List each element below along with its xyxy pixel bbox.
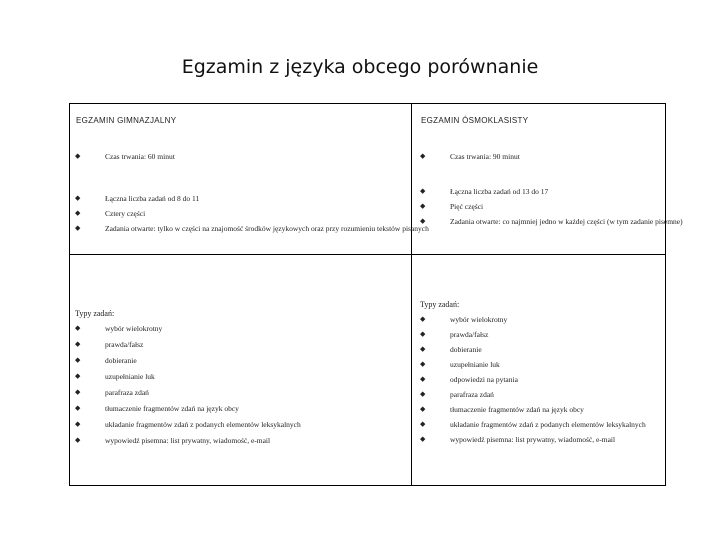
bullet-icon: ◆	[420, 187, 426, 195]
bullet-icon: ◆	[420, 345, 426, 353]
right-column-heading: EGZAMIN ÓSMOKLASISTY	[421, 116, 529, 125]
bullet-icon: ◆	[75, 224, 81, 232]
bullet-icon: ◆	[75, 340, 81, 348]
comparison-table: EGZAMIN GIMNAZJALNY ◆ Czas trwania: 60 minut ◆ Łączna liczba zadań od 8 do 11 ◆ Cztery części ◆ Zadania otwarte: tylko w części na znajomość środków językowych oraz przy rozumieniu tekstów pisanych Typy zadań: ◆ wybór wielokrotny ◆ prawda/fałsz ◆ dobieranie ◆ uzupełnianie luk ◆ parafraza zdań ◆ tłumaczenie fragmentów zdań na język obcy ◆ układanie fragmentów zdań z podanych elementów leksykalnych ◆ wypowiedź pisemna: list prywatny, wiadomość, e-mail EGZAMIN ÓSMOKLASISTY ◆ Czas trwania: 90 minut ◆ Łączna liczba zadań od 13 do 17 ◆ Pięć części ◆ Zadania otwarte: co najmniej jedno w każdej części (w tym zadanie pisemne) Typy zadań: ◆ wybór wielokrotny ◆ prawda/fałsz ◆ dobieranie ◆ uzupełnianie luk ◆ odpowiedzi na pytania ◆ parafraza zdań ◆ tłumaczenie fragmentów zdań na język obcy ◆ układanie fragmentów zdań z podanych elementów leksykalnych ◆ wypowiedź pisemna: list prywatny, wiadomość, e-mail	[69, 103, 666, 486]
bullet-icon: ◆	[75, 152, 81, 160]
left-types-label: Typy zadań:	[75, 309, 115, 318]
column-divider	[411, 104, 412, 485]
bullet-icon: ◆	[75, 194, 81, 202]
bullet-icon: ◆	[420, 420, 426, 428]
row-divider	[70, 254, 665, 255]
bullet-icon: ◆	[420, 315, 426, 323]
bullet-icon: ◆	[420, 360, 426, 368]
bullet-icon: ◆	[75, 404, 81, 412]
right-types-label: Typy zadań:	[420, 300, 460, 309]
bullet-icon: ◆	[420, 217, 426, 225]
bullet-icon: ◆	[420, 405, 426, 413]
bullet-icon: ◆	[420, 330, 426, 338]
bullet-icon: ◆	[75, 356, 81, 364]
bullet-icon: ◆	[75, 209, 81, 217]
bullet-icon: ◆	[75, 420, 81, 428]
bullet-icon: ◆	[420, 202, 426, 210]
page-title: Egzamin z języka obcego porównanie	[181, 56, 539, 78]
bullet-icon: ◆	[75, 372, 81, 380]
bullet-icon: ◆	[420, 152, 426, 160]
bullet-icon: ◆	[75, 324, 81, 332]
bullet-icon: ◆	[75, 388, 81, 396]
bullet-icon: ◆	[420, 435, 426, 443]
bullet-icon: ◆	[75, 436, 81, 444]
bullet-icon: ◆	[420, 390, 426, 398]
left-column-heading: EGZAMIN GIMNAZJALNY	[76, 116, 177, 125]
bullet-icon: ◆	[420, 375, 426, 383]
